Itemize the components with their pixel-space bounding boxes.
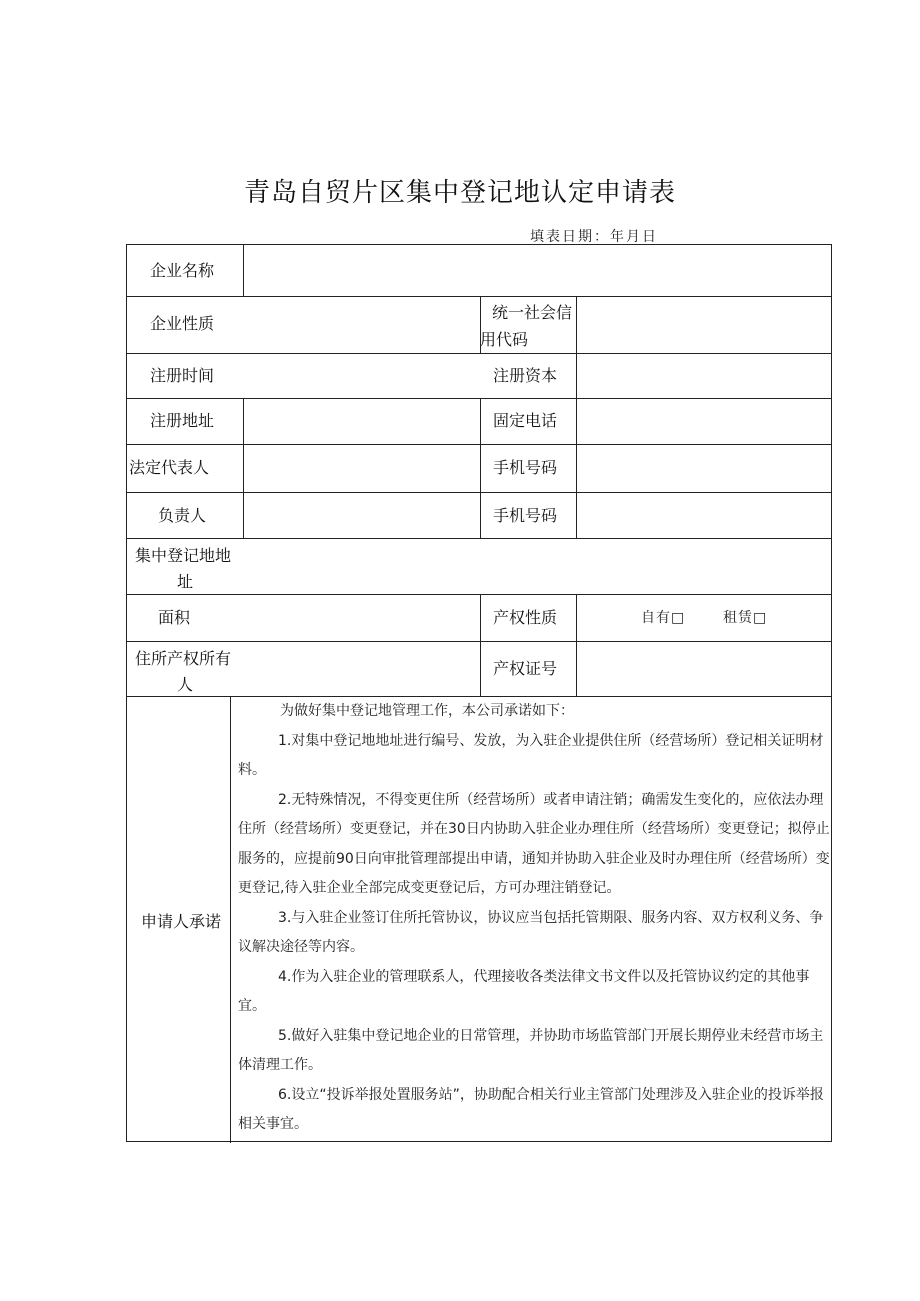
owner-label-line2: 人 bbox=[177, 675, 194, 694]
company-name-field[interactable] bbox=[244, 245, 831, 296]
pledge-intro: 为做好集中登记地管理工作，本公司承诺如下： bbox=[280, 703, 574, 719]
reg-capital-field[interactable] bbox=[577, 354, 831, 398]
pledge-item-2: 2.无特殊情况，不得变更住所（经营场所）或者申请注销；确需发生变化的，应依法办理住所（经营场所）变更登记，并在30日内协助入驻企业办理住所（经营场所）变更登记；拟停止服务的，应提前90日向审批管理部提出申请，通知并协助入驻企业及时办理住所（经营场所）变更登记,待入驻企业全部完成变更登记后，方可办理注销登记。 bbox=[238, 791, 830, 896]
fixed-phone-label: 固定电话 bbox=[493, 411, 558, 430]
property-cert-field[interactable] bbox=[577, 642, 831, 696]
property-nature-label: 产权性质 bbox=[493, 608, 558, 627]
col-divider bbox=[480, 594, 481, 696]
property-cert-label: 产权证号 bbox=[493, 659, 558, 678]
mobile-field-2[interactable] bbox=[577, 493, 831, 538]
legal-rep-label: 法定代表人 bbox=[129, 458, 210, 477]
company-type-label: 企业性质 bbox=[150, 314, 215, 333]
credit-code-field[interactable] bbox=[577, 297, 831, 353]
mobile-label-2: 手机号码 bbox=[493, 506, 558, 525]
reg-time-field[interactable] bbox=[244, 354, 480, 398]
col-divider bbox=[230, 696, 231, 1143]
central-address-field[interactable] bbox=[244, 539, 831, 594]
credit-code-label-line2: 用代码 bbox=[480, 330, 529, 349]
option-own-checkbox[interactable]: 自有□ bbox=[641, 610, 686, 626]
reg-capital-label: 注册资本 bbox=[493, 366, 558, 385]
person-in-charge-field[interactable] bbox=[244, 493, 480, 538]
fill-date-label: 填表日期：年月日 bbox=[530, 229, 658, 245]
application-form-table bbox=[126, 244, 832, 1142]
pledge-label: 申请人承诺 bbox=[141, 912, 222, 931]
company-name-label: 企业名称 bbox=[150, 261, 215, 280]
pledge-item-6: 6.设立“投诉举报处置服务站”，协助配合相关行业主管部门处理涉及入驻企业的投诉举报相关事宜。 bbox=[238, 1086, 824, 1132]
pledge-item-5: 5.做好入驻集中登记地企业的日常管理，并协助市场监管部门开展长期停业未经营市场主体清理工作。 bbox=[238, 1027, 824, 1073]
mobile-label-1: 手机号码 bbox=[493, 458, 558, 477]
reg-address-field[interactable] bbox=[244, 399, 480, 444]
central-address-label-line1: 集中登记地地 bbox=[135, 546, 232, 565]
pledge-item-1: 1.对集中登记地地址进行编号、发放，为入驻企业提供住所（经营场所）登记相关证明材料。 bbox=[238, 732, 824, 778]
form-title: 青岛自贸片区集中登记地认定申请表 bbox=[243, 178, 676, 208]
reg-address-label: 注册地址 bbox=[150, 411, 215, 430]
option-rent-checkbox[interactable]: 租赁□ bbox=[723, 610, 768, 626]
owner-field[interactable] bbox=[244, 642, 480, 696]
reg-time-label: 注册时间 bbox=[150, 366, 215, 385]
mobile-field-1[interactable] bbox=[577, 445, 831, 492]
person-in-charge-label: 负责人 bbox=[158, 506, 207, 525]
company-type-field[interactable] bbox=[244, 297, 480, 353]
pledge-item-4: 4.作为入驻企业的管理联系人，代理接收各类法律文书文件以及托管协议约定的其他事宜。 bbox=[238, 968, 810, 1014]
credit-code-label-line1: 统一社会信 bbox=[492, 303, 573, 322]
owner-label-line1: 住所产权所有 bbox=[135, 649, 232, 668]
area-field[interactable] bbox=[244, 595, 480, 641]
pledge-item-3: 3.与入驻企业签订住所托管协议，协议应当包括托管期限、服务内容、双方权利义务、争议解决途径等内容。 bbox=[238, 909, 824, 955]
central-address-label-line2: 址 bbox=[177, 572, 194, 591]
fixed-phone-field[interactable] bbox=[577, 399, 831, 444]
col-divider bbox=[480, 398, 481, 538]
area-label: 面积 bbox=[158, 608, 191, 627]
pledge-text bbox=[238, 697, 836, 1140]
legal-rep-field[interactable] bbox=[244, 445, 480, 492]
